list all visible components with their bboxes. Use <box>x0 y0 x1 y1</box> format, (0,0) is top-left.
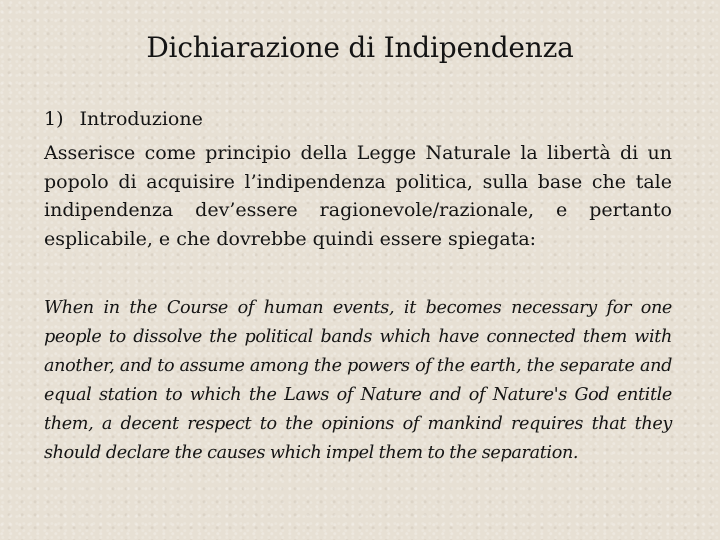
slide-title: Dichiarazione di Indipendenza <box>146 31 574 64</box>
section-heading <box>44 105 203 133</box>
section-title: Introduzione <box>79 108 203 130</box>
declaration-quote: When in the Course of human events, it becomes necessary for one people to dissolve the political bands which have connected them with another, and to assume among the powers of the earth, the separate and equal station to which the Laws of Nature and of Nature's God entitle them, a decent respect to the opinions of mankind requires that they should declare the causes which impel them to the separation. <box>44 298 672 463</box>
section-number: 1) <box>44 108 64 130</box>
intro-paragraph: Asserisce come principio della Legge Naturale la libertà di un popolo di acquisire l’indipendenza politica, sulla base che tale indipendenza dev’essere ragionevole/razionale, e pertanto esplicabile, e che dovrebbe quindi essere spiegata: <box>44 142 672 250</box>
